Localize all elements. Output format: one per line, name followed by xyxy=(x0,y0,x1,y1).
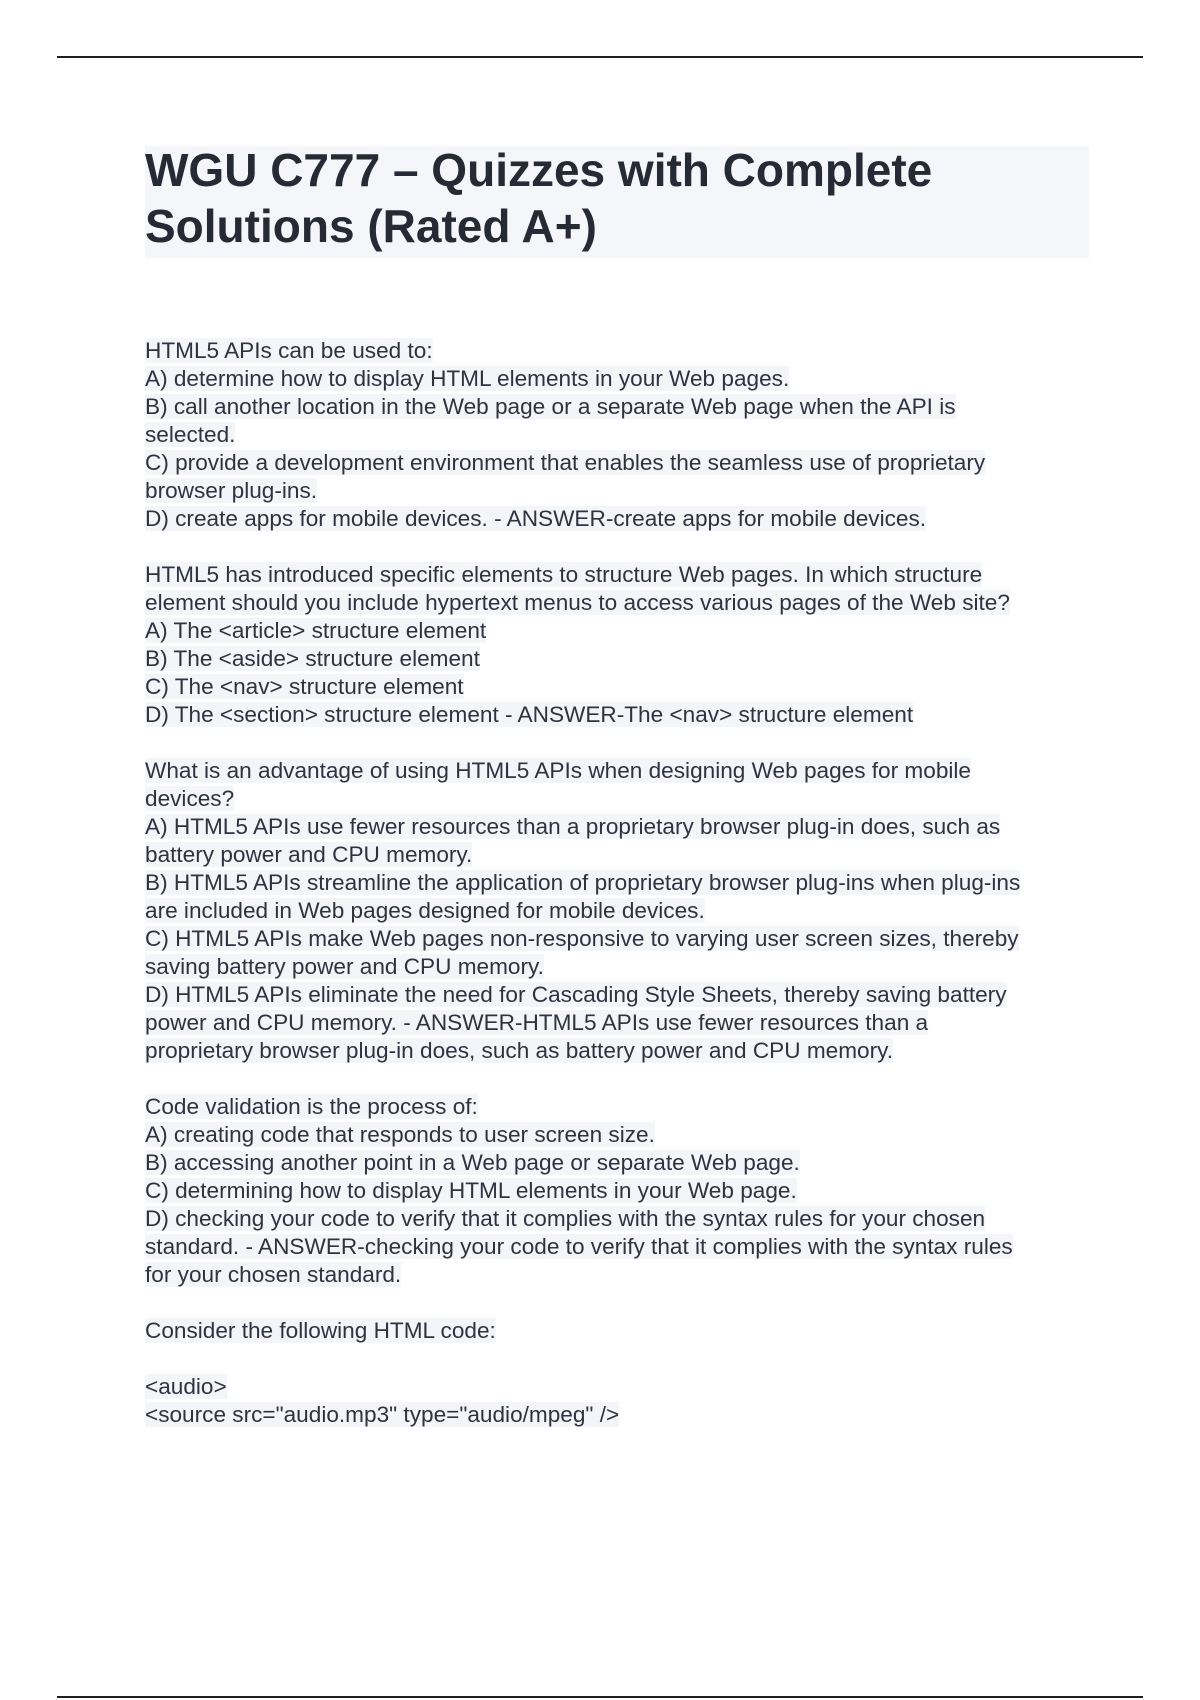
question-text: HTML5 APIs can be used to: xyxy=(145,338,433,363)
option-c: C) provide a development environment that enables the seamless use of proprietary xyxy=(145,450,986,475)
option-d: D) checking your code to verify that it complies with the syntax rules for your chosen xyxy=(145,1206,986,1231)
quiz-content xyxy=(145,337,1095,1457)
option-b: B) The <aside> structure element xyxy=(145,646,480,671)
option-a-continued: battery power and CPU memory. xyxy=(145,842,473,867)
option-d: D) HTML5 APIs eliminate the need for Cascading Style Sheets, thereby saving battery xyxy=(145,982,1007,1007)
question-block xyxy=(145,1093,1095,1289)
option-a: A) HTML5 APIs use fewer resources than a proprietary browser plug-in does, such as xyxy=(145,814,1001,839)
title-line-2: Solutions (Rated A+) xyxy=(145,200,597,252)
option-d-answer: D) create apps for mobile devices. - ANSWER-create apps for mobile devices. xyxy=(145,506,927,531)
option-c-continued: saving battery power and CPU memory. xyxy=(145,954,544,979)
option-c: C) HTML5 APIs make Web pages non-responsive to varying user screen sizes, thereby xyxy=(145,926,1019,951)
option-b: B) accessing another point in a Web page or separate Web page. xyxy=(145,1150,800,1175)
question-text: HTML5 has introduced specific elements to structure Web pages. In which structure xyxy=(145,562,983,587)
option-a: A) creating code that responds to user screen size. xyxy=(145,1122,655,1147)
option-c: C) The <nav> structure element xyxy=(145,674,464,699)
option-c: C) determining how to display HTML elements in your Web page. xyxy=(145,1178,797,1203)
title-line-1: WGU C777 – Quizzes with Complete xyxy=(145,144,933,196)
code-line: <source src="audio.mp3" type="audio/mpeg" /> xyxy=(145,1402,620,1427)
code-line: <audio> xyxy=(145,1374,227,1399)
option-d-answer: standard. - ANSWER-checking your code to verify that it complies with the syntax rules xyxy=(145,1234,1013,1259)
answer-continued: for your chosen standard. xyxy=(145,1262,402,1287)
option-b-continued: are included in Web pages designed for mobile devices. xyxy=(145,898,705,923)
option-c-continued: browser plug-ins. xyxy=(145,478,318,503)
code-block xyxy=(145,1373,1095,1429)
header-rule xyxy=(57,56,1143,58)
question-text: Code validation is the process of: xyxy=(145,1094,478,1119)
question-block xyxy=(145,561,1095,729)
question-text: Consider the following HTML code: xyxy=(145,1318,496,1343)
question-block xyxy=(145,337,1095,533)
question-block xyxy=(145,1317,1095,1345)
option-b: B) HTML5 APIs streamline the application of proprietary browser plug-ins when plug-ins xyxy=(145,870,1021,895)
document-title xyxy=(145,142,1085,254)
answer-continued: proprietary browser plug-in does, such as battery power and CPU memory. xyxy=(145,1038,894,1063)
option-d-answer: power and CPU memory. - ANSWER-HTML5 APIs use fewer resources than a xyxy=(145,1010,929,1035)
option-b-continued: selected. xyxy=(145,422,236,447)
question-text-continued: element should you include hypertext menus to access various pages of the Web site? xyxy=(145,590,1010,615)
question-block xyxy=(145,757,1095,1065)
option-b: B) call another location in the Web page or a separate Web page when the API is xyxy=(145,394,956,419)
question-text-continued: devices? xyxy=(145,786,235,811)
option-a: A) The <article> structure element xyxy=(145,618,487,643)
question-text: What is an advantage of using HTML5 APIs when designing Web pages for mobile xyxy=(145,758,971,783)
option-a: A) determine how to display HTML elements in your Web pages. xyxy=(145,366,790,391)
option-d-answer: D) The <section> structure element - ANSWER-The <nav> structure element xyxy=(145,702,914,727)
footer-rule xyxy=(57,1696,1143,1698)
